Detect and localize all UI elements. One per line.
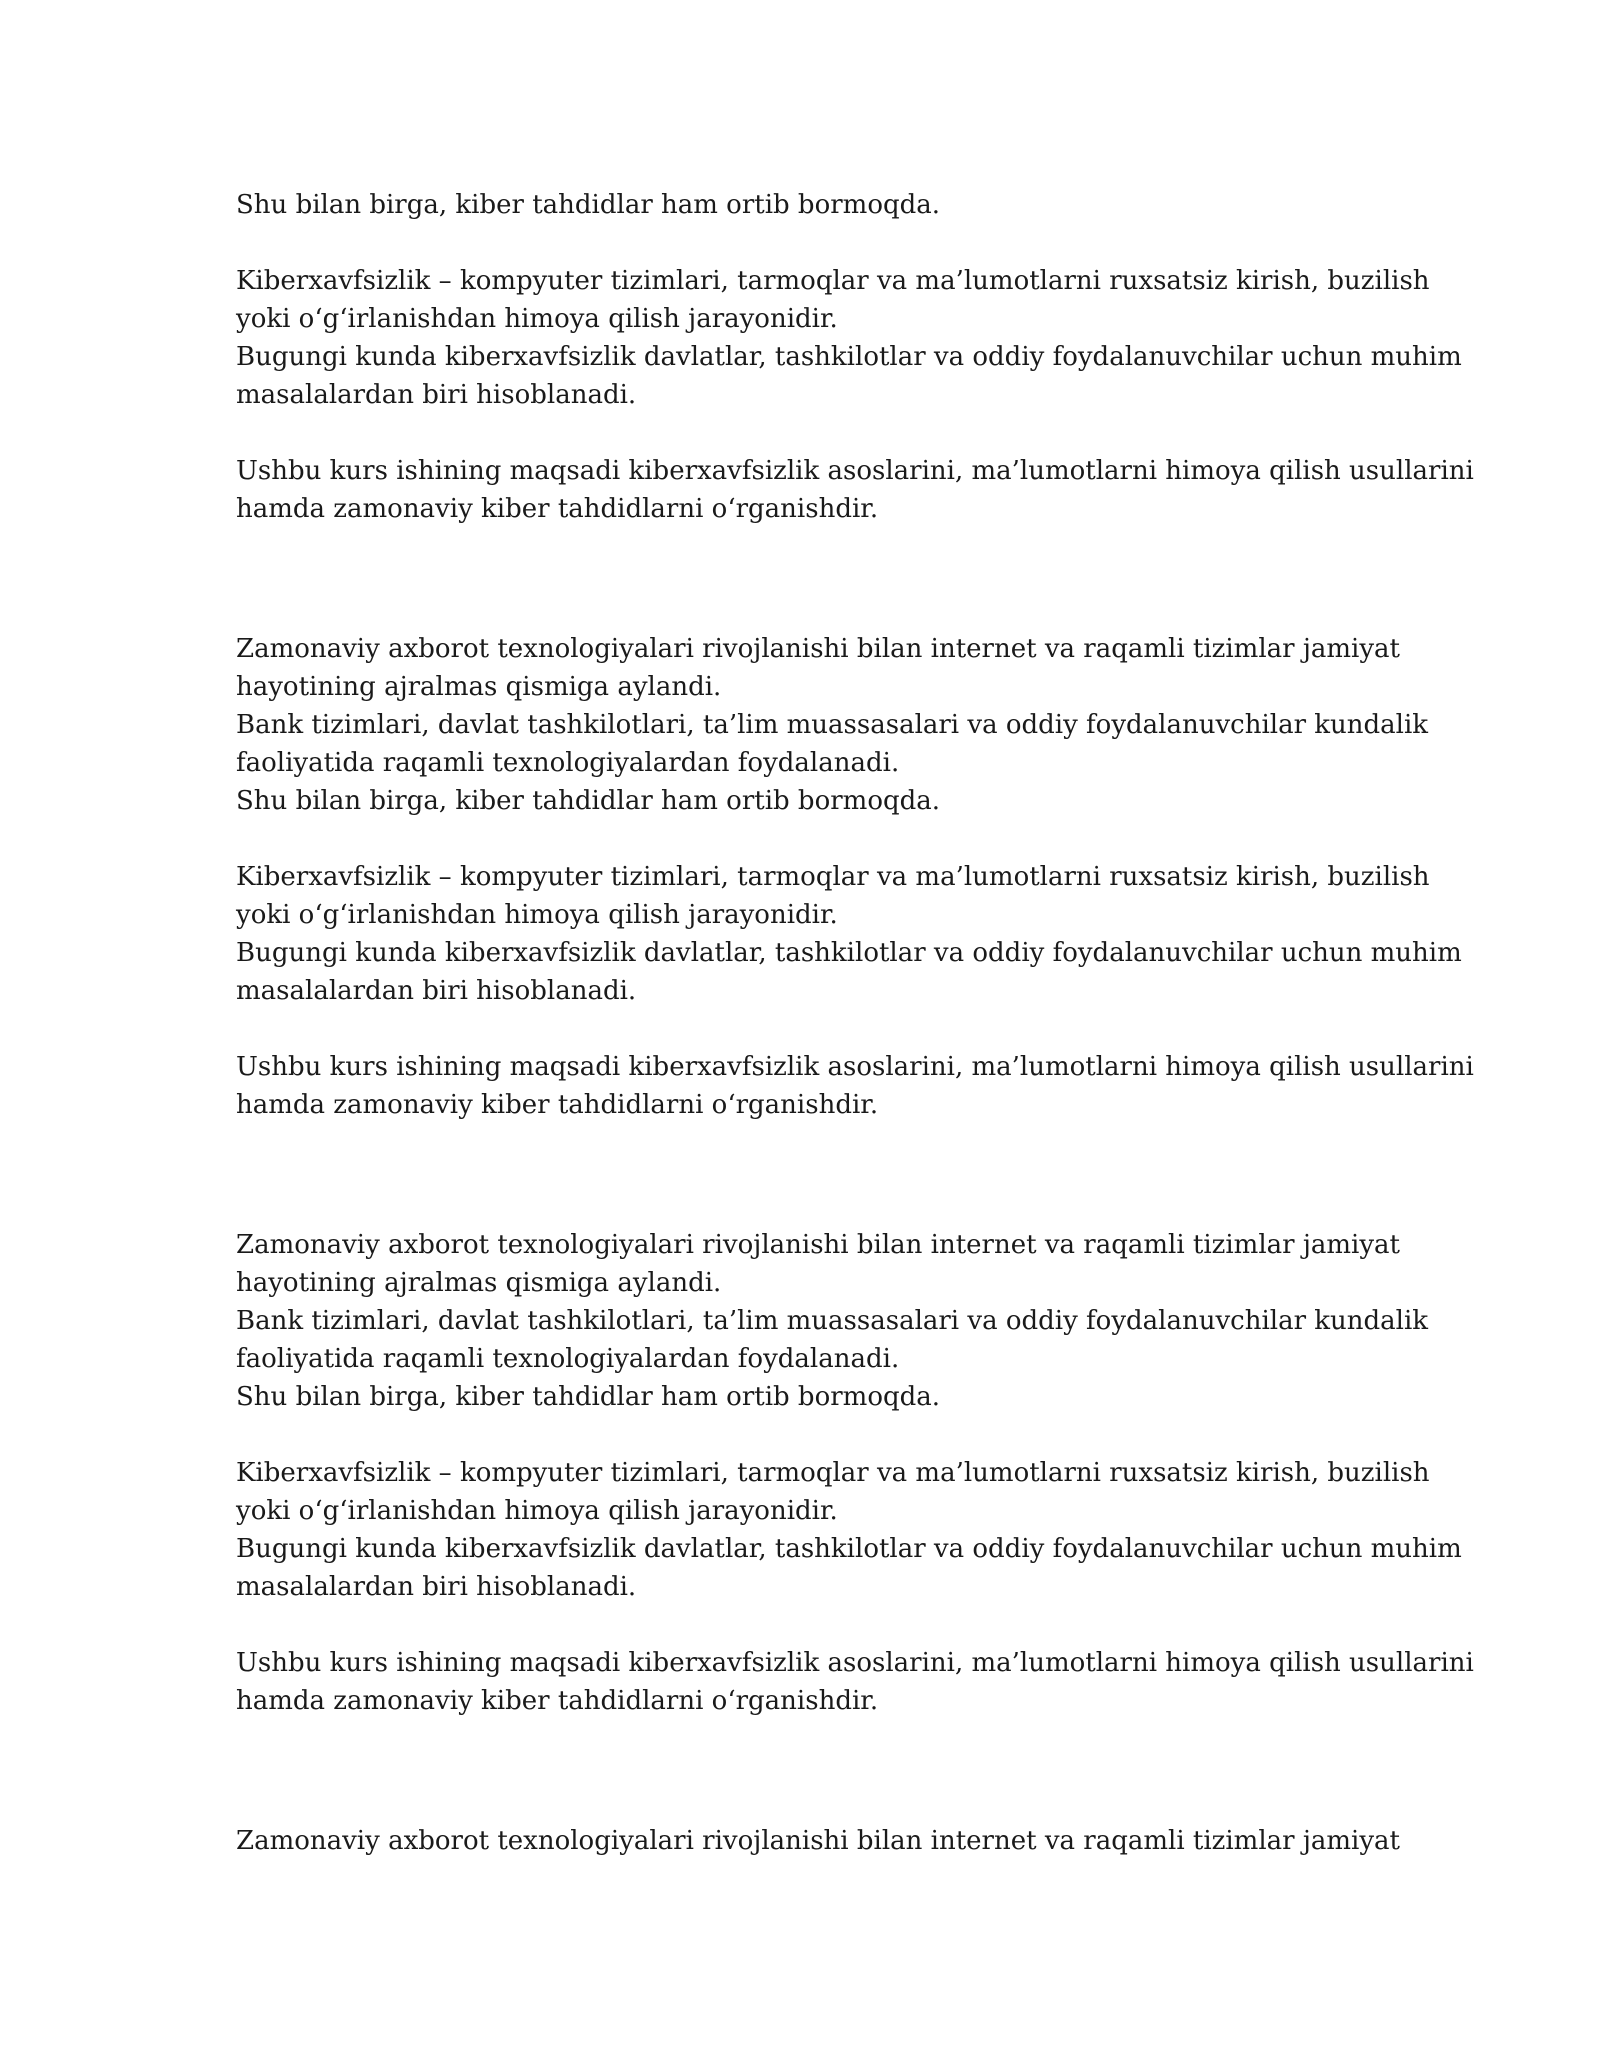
text-line: masalalardan biri hisoblanadi. <box>236 1572 637 1602</box>
text-line: hamda zamonaviy kiber tahdidlarni o‘rganishdir. <box>236 1090 879 1120</box>
text-line: yoki o‘g‘irlanishdan himoya qilish jarayonidir. <box>236 900 838 930</box>
text-line: Shu bilan birga, kiber tahdidlar ham ortib bormoqda. <box>236 786 941 816</box>
text-line: Ushbu kurs ishining maqsadi kiberxavfsizlik asoslarini, ma’lumotlarni himoya qilish usullarini <box>236 1648 1474 1678</box>
paragraph-definition <box>236 858 1462 1010</box>
text-line: masalalardan biri hisoblanadi. <box>236 976 637 1006</box>
text-line: Zamonaviy axborot texnologiyalari rivojlanishi bilan internet va raqamli tizimlar jamiyat <box>236 634 1401 664</box>
text-line: Kiberxavfsizlik – kompyuter tizimlari, tarmoqlar va ma’lumotlarni ruxsatsiz kirish, buzilish <box>236 266 1430 296</box>
text-line: hamda zamonaviy kiber tahdidlarni o‘rganishdir. <box>236 494 879 524</box>
text-line: hamda zamonaviy kiber tahdidlarni o‘rganishdir. <box>236 1686 879 1716</box>
text-line: Shu bilan birga, kiber tahdidlar ham ortib bormoqda. <box>236 1382 941 1412</box>
text-line: hayotining ajralmas qismiga aylandi. <box>236 1268 722 1298</box>
text-line: Zamonaviy axborot texnologiyalari rivojlanishi bilan internet va raqamli tizimlar jamiyat <box>236 1230 1401 1260</box>
paragraph-goal <box>236 452 1474 528</box>
text-line: Bugungi kunda kiberxavfsizlik davlatlar, tashkilotlar va oddiy foydalanuvchilar uchun muhim <box>236 1534 1462 1564</box>
text-line: masalalardan biri hisoblanadi. <box>236 380 637 410</box>
text-line: yoki o‘g‘irlanishdan himoya qilish jarayonidir. <box>236 1496 838 1526</box>
text-line: Bugungi kunda kiberxavfsizlik davlatlar, tashkilotlar va oddiy foydalanuvchilar uchun muhim <box>236 342 1462 372</box>
paragraph-modern-tech <box>236 1226 1429 1416</box>
paragraph-modern-tech <box>236 1822 1416 1860</box>
text-line: Kiberxavfsizlik – kompyuter tizimlari, tarmoqlar va ma’lumotlarni ruxsatsiz kirish, buzilish <box>236 1458 1430 1488</box>
paragraph-definition <box>236 262 1462 414</box>
text-line: Ushbu kurs ishining maqsadi kiberxavfsizlik asoslarini, ma’lumotlarni himoya qilish usullarini <box>236 1052 1474 1082</box>
text-line: Kiberxavfsizlik – kompyuter tizimlari, tarmoqlar va ma’lumotlarni ruxsatsiz kirish, buzilish <box>236 862 1430 892</box>
text-line: Shu bilan birga, kiber tahdidlar ham ortib bormoqda. <box>236 190 941 220</box>
text-line: Ushbu kurs ishining maqsadi kiberxavfsizlik asoslarini, ma’lumotlarni himoya qilish usullarini <box>236 456 1474 486</box>
paragraph-threats-intro <box>236 186 1416 224</box>
text-line: Zamonaviy axborot texnologiyalari rivojlanishi bilan internet va raqamli tizimlar jamiyat <box>236 1826 1401 1856</box>
text-line: faoliyatida raqamli texnologiyalardan foydalanadi. <box>236 748 900 778</box>
paragraph-definition <box>236 1454 1462 1606</box>
text-line: Bugungi kunda kiberxavfsizlik davlatlar, tashkilotlar va oddiy foydalanuvchilar uchun muhim <box>236 938 1462 968</box>
paragraph-modern-tech <box>236 630 1429 820</box>
text-line: Bank tizimlari, davlat tashkilotlari, ta’lim muassasalari va oddiy foydalanuvchilar kundalik <box>236 710 1429 740</box>
text-line: hayotining ajralmas qismiga aylandi. <box>236 672 722 702</box>
paragraph-goal <box>236 1644 1474 1720</box>
text-line: yoki o‘g‘irlanishdan himoya qilish jarayonidir. <box>236 304 838 334</box>
paragraph-goal <box>236 1048 1474 1124</box>
text-line: faoliyatida raqamli texnologiyalardan foydalanadi. <box>236 1344 900 1374</box>
text-line: Bank tizimlari, davlat tashkilotlari, ta’lim muassasalari va oddiy foydalanuvchilar kundalik <box>236 1306 1429 1336</box>
